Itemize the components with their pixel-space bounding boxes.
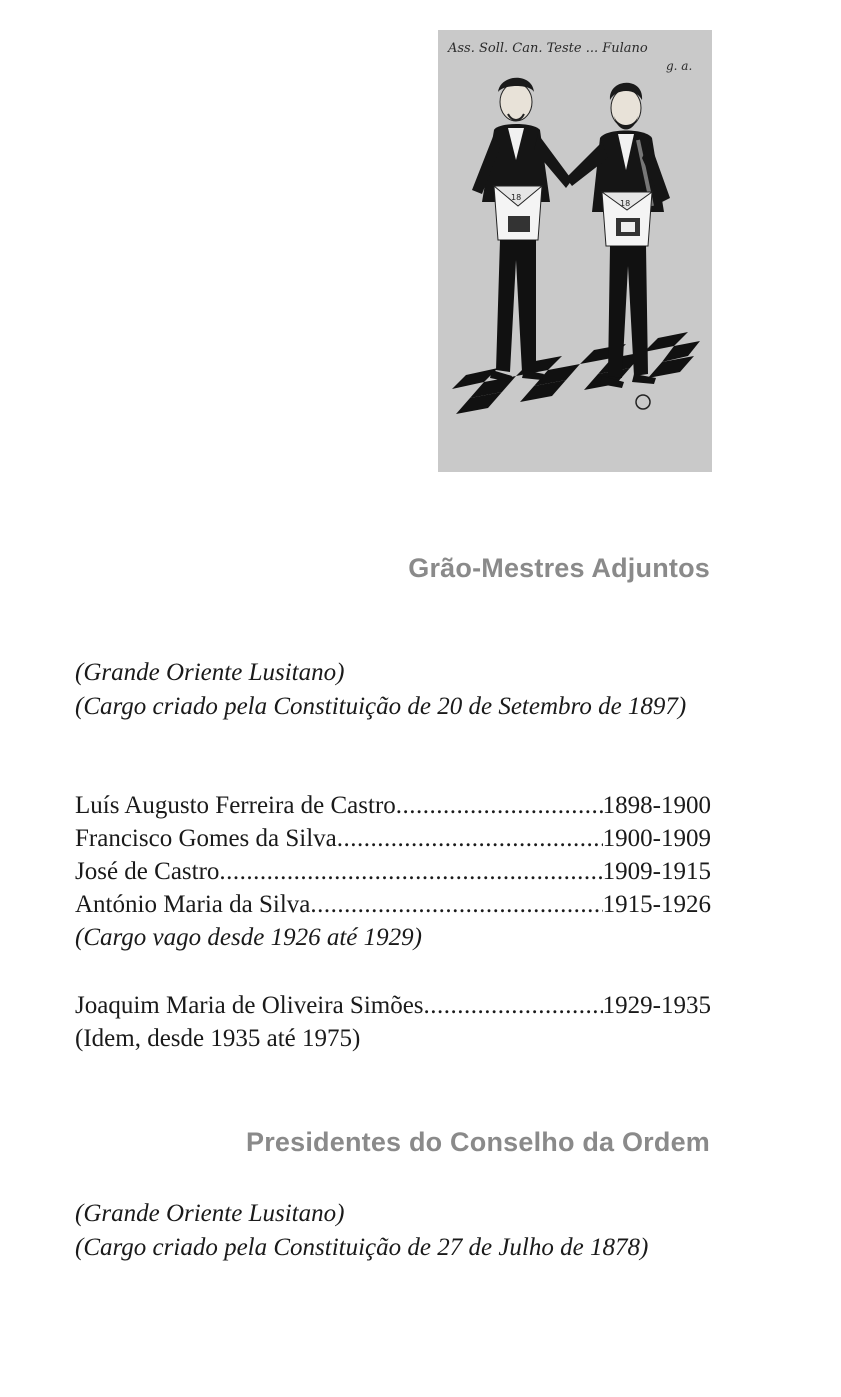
handwriting-caption-right: g. a. (666, 59, 693, 73)
idem-note: (Idem, desde 1935 até 1975) (75, 1025, 361, 1052)
entry-years: 1915-1926 (602, 891, 711, 918)
section-heading-grao-mestres-adjuntos: Grão-Mestres Adjuntos (408, 553, 710, 583)
leader-dots (219, 855, 602, 888)
freemasons-engraving (438, 30, 712, 472)
grao-mestres-adjuntos-list (75, 789, 711, 954)
list-item (75, 822, 711, 855)
entry-name: António Maria da Silva (75, 891, 311, 918)
section-subtitle-cargo-criado: (Cargo criado pela Constituição de 20 de Setembro de 1897) (75, 693, 687, 720)
list-item (75, 989, 711, 1022)
svg-text:18: 18 (620, 199, 631, 208)
section-heading-presidentes-conselho: Presidentes do Conselho da Ordem (245, 1127, 710, 1157)
vacancy-note: (Cargo vago desde 1926 até 1929) (75, 924, 422, 951)
leader-dots (424, 989, 603, 1022)
svg-text:18: 18 (511, 193, 522, 202)
entry-years: 1929-1935 (602, 992, 711, 1019)
leader-dots (337, 822, 603, 855)
entry-name: Joaquim Maria de Oliveira Simões (75, 992, 424, 1019)
entry-name: Francisco Gomes da Silva (75, 825, 337, 852)
list-item (75, 888, 711, 921)
entry-name: José de Castro (75, 858, 220, 885)
leader-dots (310, 888, 602, 921)
section-subtitle-grande-oriente-2: (Grande Oriente Lusitano) (75, 1200, 345, 1227)
leader-dots (396, 789, 603, 822)
section-subtitle-cargo-criado-2: (Cargo criado pela Constituição de 27 de Julho de 1878) (75, 1234, 649, 1261)
list-item (75, 789, 711, 822)
entry-years: 1909-1915 (602, 858, 711, 885)
entry-name: Luís Augusto Ferreira de Castro (75, 792, 396, 819)
grao-mestres-adjuntos-list-2 (75, 989, 711, 1055)
entry-years: 1900-1909 (602, 825, 711, 852)
section-subtitle-grande-oriente: (Grande Oriente Lusitano) (75, 659, 345, 686)
handwriting-caption: Ass. Soll. Can. Teste ... Fulano (448, 41, 648, 56)
two-freemasons-icon (438, 30, 712, 472)
list-item (75, 855, 711, 888)
entry-years: 1898-1900 (602, 792, 711, 819)
